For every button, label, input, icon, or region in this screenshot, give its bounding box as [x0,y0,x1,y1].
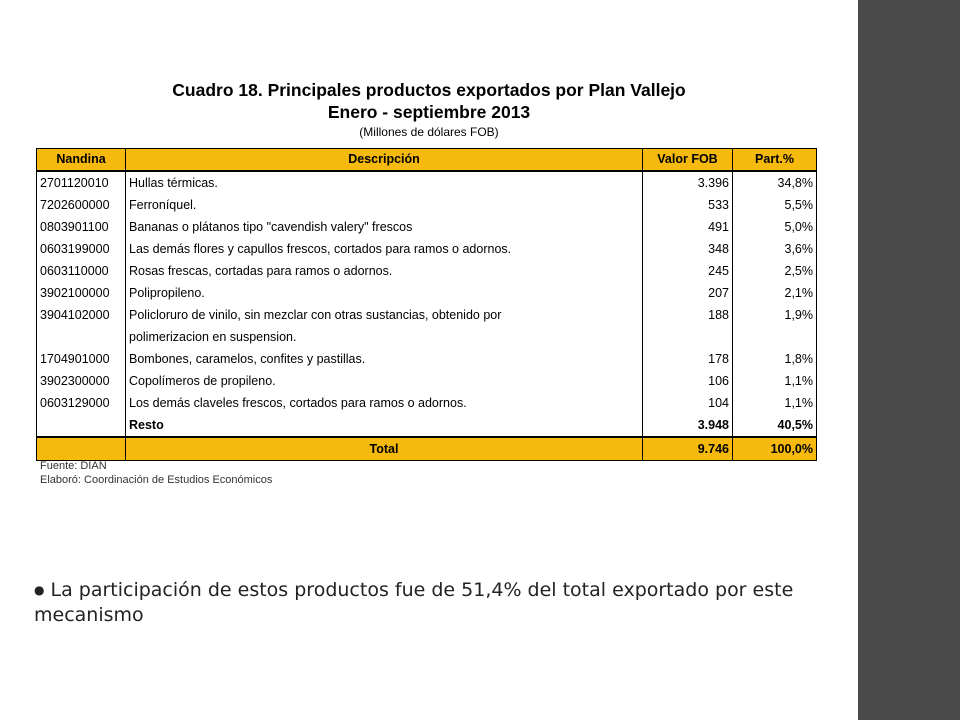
cell-valor: 533 [643,194,733,216]
cell-descripcion: Hullas térmicas. [126,171,643,194]
cell-nandina: 3902100000 [37,282,126,304]
cell-valor: 245 [643,260,733,282]
table-row [37,348,817,370]
table-row [37,392,817,414]
cell-part: 3,6% [733,238,817,260]
table-row [37,282,817,304]
table-row [37,171,817,194]
source-line: Fuente: DIAN [40,460,107,472]
cell-nandina: 2701120010 [37,171,126,194]
resto-part: 40,5% [733,414,817,437]
cell-descripcion: Policloruro de vinilo, sin mezclar con otras sustancias, obtenido por [126,304,643,326]
cell-part: 2,1% [733,282,817,304]
header-descripcion: Descripción [126,149,643,172]
total-part: 100,0% [733,437,817,461]
cell-nandina-empty [37,414,126,437]
table-units: (Millones de dólares FOB) [359,125,499,139]
cell-descripcion: Polipropileno. [126,282,643,304]
cell-valor: 188 [643,304,733,326]
cell-valor: 178 [643,348,733,370]
cell-valor [643,326,733,348]
cell-descripcion: Rosas frescas, cortadas para ramos o adornos. [126,260,643,282]
note-text: La participación de estos productos fue de 51,4% del total exportado por este mecanismo [34,579,794,626]
cell-part [733,326,817,348]
cell-valor: 106 [643,370,733,392]
table-header-row [37,149,817,172]
cell-nandina: 0603199000 [37,238,126,260]
table-row [37,194,817,216]
cell-nandina: 1704901000 [37,348,126,370]
table-row [37,238,817,260]
bullet-note [34,578,834,628]
header-valor-fob: Valor FOB [643,149,733,172]
header-participacion: Part.% [733,149,817,172]
cell-valor: 491 [643,216,733,238]
cell-part: 1,1% [733,370,817,392]
cell-descripcion: Copolímeros de propileno. [126,370,643,392]
cell-nandina [37,326,126,348]
table-source [40,459,272,487]
table-row [37,216,817,238]
cell-valor: 3.396 [643,171,733,194]
resto-label: Resto [126,414,643,437]
cell-descripcion: Los demás claveles frescos, cortados para ramos o adornos. [126,392,643,414]
table-row [37,326,817,348]
cell-nandina: 3904102000 [37,304,126,326]
cell-descripcion: Bombones, caramelos, confites y pastillas. [126,348,643,370]
cell-nandina-empty [37,437,126,461]
cell-part: 5,5% [733,194,817,216]
cell-descripcion: polimerizacion en suspension. [126,326,643,348]
cell-part: 5,0% [733,216,817,238]
cell-part: 34,8% [733,171,817,194]
slide-sidebar [858,0,960,720]
table-figure [34,76,824,496]
total-row [37,437,817,461]
cell-descripcion: Ferroníquel. [126,194,643,216]
table-row [37,260,817,282]
resto-valor: 3.948 [643,414,733,437]
total-label: Total [126,437,643,461]
header-nandina: Nandina [37,149,126,172]
author-line: Elaboró: Coordinación de Estudios Económicos [40,474,273,486]
bullet-icon: ● [34,583,45,597]
resto-row [37,414,817,437]
cell-part: 1,8% [733,348,817,370]
cell-nandina: 3902300000 [37,370,126,392]
table-row [37,370,817,392]
cell-nandina: 0603110000 [37,260,126,282]
cell-valor: 348 [643,238,733,260]
cell-valor: 104 [643,392,733,414]
cell-valor: 207 [643,282,733,304]
cell-descripcion: Bananas o plátanos tipo "cavendish valery" frescos [126,216,643,238]
table-title: Cuadro 18. Principales productos exportados por Plan Vallejo [172,80,686,100]
cell-nandina: 7202600000 [37,194,126,216]
cell-part: 2,5% [733,260,817,282]
table-row [37,304,817,326]
exports-table [36,148,817,461]
cell-nandina: 0803901100 [37,216,126,238]
table-period: Enero - septiembre 2013 [327,102,531,122]
total-valor: 9.746 [643,437,733,461]
cell-nandina: 0603129000 [37,392,126,414]
cell-part: 1,1% [733,392,817,414]
cell-descripcion: Las demás flores y capullos frescos, cortados para ramos o adornos. [126,238,643,260]
cell-part: 1,9% [733,304,817,326]
